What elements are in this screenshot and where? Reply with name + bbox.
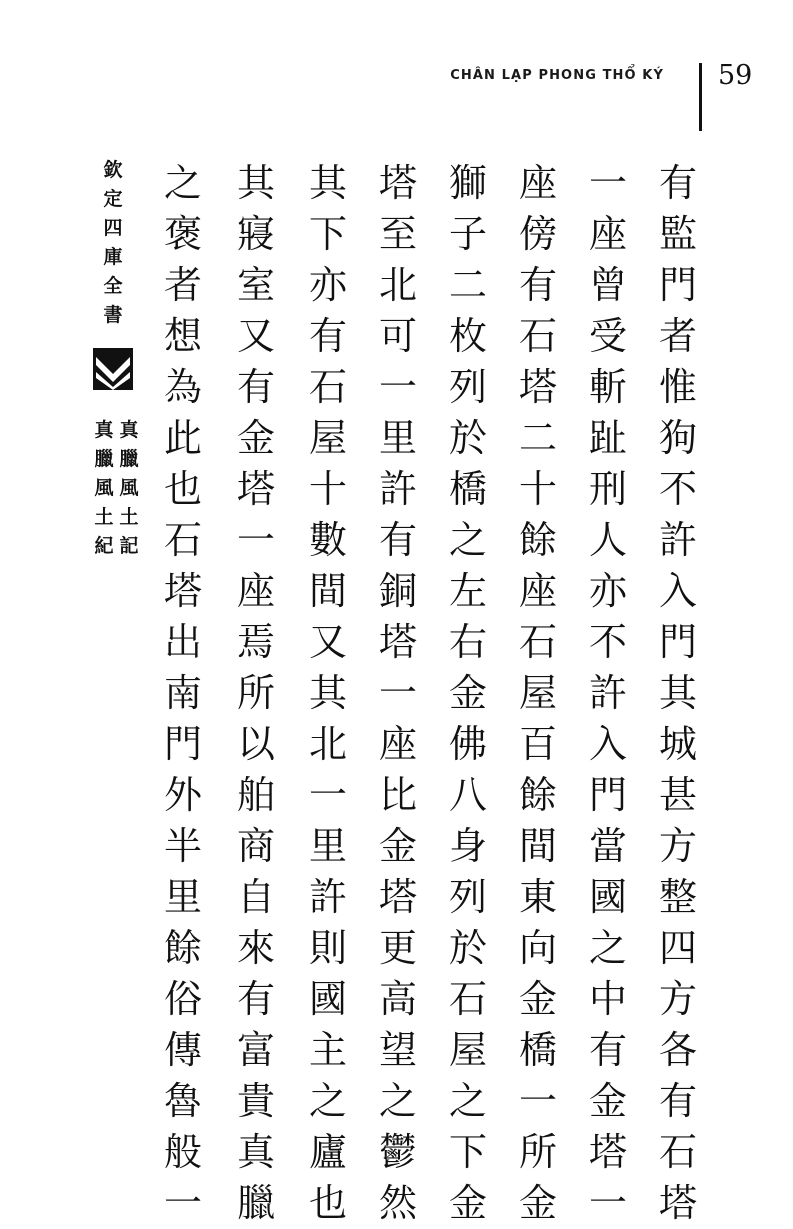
text-column: [655, 158, 701, 1229]
glyph: 狗: [658, 416, 697, 460]
glyph: 焉: [236, 620, 275, 664]
glyph: 其: [308, 161, 347, 205]
glyph: 塔: [378, 161, 417, 205]
glyph: 之: [378, 1079, 417, 1123]
glyph: 可: [378, 314, 417, 358]
glyph: 一: [236, 518, 275, 562]
glyph: 左: [448, 569, 487, 613]
glyph: 獅: [448, 161, 487, 205]
text-column: [445, 158, 491, 1229]
glyph: 亦: [588, 569, 627, 613]
glyph: 金: [378, 824, 417, 868]
glyph: 二: [448, 263, 487, 307]
glyph: 許: [378, 467, 417, 511]
glyph: 百: [518, 722, 557, 766]
glyph: 金: [518, 1181, 557, 1225]
glyph: 金: [448, 671, 487, 715]
text-column: [585, 158, 631, 1229]
glyph: 石: [518, 314, 557, 358]
glyph: 佛: [448, 722, 487, 766]
glyph: 比: [378, 773, 417, 817]
glyph: 列: [448, 365, 487, 409]
glyph: 門: [658, 263, 697, 307]
glyph: 塔: [588, 1130, 627, 1174]
glyph: 商: [236, 824, 275, 868]
glyph: 惟: [658, 365, 697, 409]
glyph: 金: [448, 1181, 487, 1225]
glyph: 子: [448, 212, 487, 256]
glyph: 至: [378, 212, 417, 256]
glyph: 主: [308, 1028, 347, 1072]
glyph: 傍: [518, 212, 557, 256]
glyph: 外: [163, 773, 202, 817]
glyph: 紀: [94, 535, 114, 557]
glyph: 間: [518, 824, 557, 868]
glyph: 二: [518, 416, 557, 460]
glyph: 屋: [448, 1028, 487, 1072]
glyph: 入: [658, 569, 697, 613]
fishtail-mark-icon: [93, 348, 133, 390]
glyph: 當: [588, 824, 627, 868]
glyph: 方: [658, 977, 697, 1021]
glyph: 數: [308, 518, 347, 562]
glyph: 東: [518, 875, 557, 919]
glyph: 者: [163, 263, 202, 307]
glyph: 餘: [163, 926, 202, 970]
glyph: 寢: [236, 212, 275, 256]
glyph: 土: [119, 506, 139, 528]
glyph: 欽: [103, 159, 123, 181]
glyph: 石: [658, 1130, 697, 1174]
glyph: 舶: [236, 773, 275, 817]
glyph: 一: [378, 365, 417, 409]
glyph: 許: [308, 875, 347, 919]
glyph: 四: [658, 926, 697, 970]
glyph: 許: [658, 518, 697, 562]
text-column: [233, 158, 279, 1229]
glyph: 更: [378, 926, 417, 970]
glyph: 塔: [163, 569, 202, 613]
glyph: 者: [658, 314, 697, 358]
glyph: 甚: [658, 773, 697, 817]
glyph: 全: [103, 275, 123, 297]
glyph: 塔: [236, 467, 275, 511]
text-column: [160, 158, 206, 1229]
glyph: 城: [658, 722, 697, 766]
glyph: 門: [658, 620, 697, 664]
glyph: 又: [236, 314, 275, 358]
glyph: 枚: [448, 314, 487, 358]
glyph: 方: [658, 824, 697, 868]
glyph: 塔: [658, 1181, 697, 1225]
glyph: 四: [103, 217, 123, 239]
glyph: 褒: [163, 212, 202, 256]
glyph: 魯: [163, 1079, 202, 1123]
glyph: 銅: [378, 569, 417, 613]
glyph: 里: [163, 875, 202, 919]
glyph: 有: [658, 161, 697, 205]
glyph: 真: [94, 419, 114, 441]
glyph: 之: [163, 161, 202, 205]
glyph: 一: [588, 161, 627, 205]
glyph: 不: [658, 467, 697, 511]
glyph: 般: [163, 1130, 202, 1174]
glyph: 金: [236, 416, 275, 460]
glyph: 臘: [236, 1181, 275, 1225]
header-divider: [699, 63, 702, 131]
glyph: 塔: [518, 365, 557, 409]
glyph: 半: [163, 824, 202, 868]
glyph: 趾: [588, 416, 627, 460]
glyph: 則: [308, 926, 347, 970]
glyph: 一: [163, 1181, 202, 1225]
glyph: 座: [378, 722, 417, 766]
glyph: 之: [448, 1079, 487, 1123]
glyph: 鬱: [378, 1130, 417, 1174]
glyph: 傳: [163, 1028, 202, 1072]
glyph: 臘: [94, 448, 114, 470]
glyph: 望: [378, 1028, 417, 1072]
glyph: 於: [448, 926, 487, 970]
glyph: 所: [518, 1130, 557, 1174]
glyph: 也: [308, 1181, 347, 1225]
glyph: 有: [378, 518, 417, 562]
glyph: 定: [103, 188, 123, 210]
running-title: CHÂN LẠP PHONG THỔ KÝ: [450, 68, 664, 83]
glyph: 石: [448, 977, 487, 1021]
glyph: 其: [658, 671, 697, 715]
glyph: 橋: [518, 1028, 557, 1072]
glyph: 之: [588, 926, 627, 970]
glyph: 里: [378, 416, 417, 460]
glyph: 風: [119, 477, 139, 499]
glyph: 南: [163, 671, 202, 715]
book-subtitle-left: [93, 416, 115, 561]
glyph: 塔: [378, 620, 417, 664]
glyph: 於: [448, 416, 487, 460]
glyph: 座: [518, 161, 557, 205]
glyph: 然: [378, 1181, 417, 1225]
glyph: 又: [308, 620, 347, 664]
glyph: 國: [308, 977, 347, 1021]
glyph: 北: [308, 722, 347, 766]
glyph: 十: [308, 467, 347, 511]
glyph: 也: [163, 467, 202, 511]
glyph: 斬: [588, 365, 627, 409]
glyph: 門: [588, 773, 627, 817]
glyph: 有: [588, 1028, 627, 1072]
glyph: 一: [588, 1181, 627, 1225]
glyph: 此: [163, 416, 202, 460]
glyph: 曾: [588, 263, 627, 307]
glyph: 北: [378, 263, 417, 307]
book-subtitle-right: [118, 416, 140, 561]
glyph: 富: [236, 1028, 275, 1072]
glyph: 不: [588, 620, 627, 664]
glyph: 八: [448, 773, 487, 817]
glyph: 庫: [103, 246, 123, 268]
glyph: 金: [518, 977, 557, 1021]
glyph: 間: [308, 569, 347, 613]
glyph: 各: [658, 1028, 697, 1072]
glyph: 中: [588, 977, 627, 1021]
glyph: 列: [448, 875, 487, 919]
glyph: 一: [378, 671, 417, 715]
glyph: 書: [103, 304, 123, 326]
glyph: 其: [236, 161, 275, 205]
glyph: 有: [518, 263, 557, 307]
glyph: 自: [236, 875, 275, 919]
glyph: 石: [518, 620, 557, 664]
text-column: [515, 158, 561, 1229]
glyph: 餘: [518, 773, 557, 817]
glyph: 出: [163, 620, 202, 664]
glyph: 座: [588, 212, 627, 256]
glyph: 為: [163, 365, 202, 409]
glyph: 有: [236, 977, 275, 1021]
glyph: 塔: [378, 875, 417, 919]
glyph: 一: [518, 1079, 557, 1123]
glyph: 石: [163, 518, 202, 562]
glyph: 整: [658, 875, 697, 919]
glyph: 一: [308, 773, 347, 817]
glyph: 座: [236, 569, 275, 613]
glyph: 監: [658, 212, 697, 256]
glyph: 下: [308, 212, 347, 256]
glyph: 石: [308, 365, 347, 409]
glyph: 想: [163, 314, 202, 358]
glyph: 來: [236, 926, 275, 970]
glyph: 臘: [119, 448, 139, 470]
glyph: 室: [236, 263, 275, 307]
text-column: [305, 158, 351, 1229]
glyph: 受: [588, 314, 627, 358]
glyph: 屋: [518, 671, 557, 715]
glyph: 門: [163, 722, 202, 766]
glyph: 有: [658, 1079, 697, 1123]
glyph: 俗: [163, 977, 202, 1021]
glyph: 餘: [518, 518, 557, 562]
glyph: 其: [308, 671, 347, 715]
glyph: 真: [119, 419, 139, 441]
glyph: 下: [448, 1130, 487, 1174]
glyph: 座: [518, 569, 557, 613]
glyph: 風: [94, 477, 114, 499]
glyph: 屋: [308, 416, 347, 460]
glyph: 高: [378, 977, 417, 1021]
glyph: 右: [448, 620, 487, 664]
glyph: 所: [236, 671, 275, 715]
glyph: 里: [308, 824, 347, 868]
text-column: [375, 158, 421, 1229]
glyph: 廬: [308, 1130, 347, 1174]
glyph: 土: [94, 506, 114, 528]
glyph: 許: [588, 671, 627, 715]
glyph: 之: [308, 1079, 347, 1123]
glyph: 入: [588, 722, 627, 766]
glyph: 亦: [308, 263, 347, 307]
glyph: 以: [236, 722, 275, 766]
glyph: 有: [308, 314, 347, 358]
glyph: 金: [588, 1079, 627, 1123]
glyph: 身: [448, 824, 487, 868]
glyph: 之: [448, 518, 487, 562]
glyph: 有: [236, 365, 275, 409]
glyph: 記: [119, 535, 139, 557]
glyph: 刑: [588, 467, 627, 511]
collection-title: [102, 156, 124, 330]
glyph: 人: [588, 518, 627, 562]
glyph: 橋: [448, 467, 487, 511]
glyph: 真: [236, 1130, 275, 1174]
page-number: 59: [718, 60, 753, 91]
glyph: 向: [518, 926, 557, 970]
glyph: 貴: [236, 1079, 275, 1123]
glyph: 國: [588, 875, 627, 919]
glyph: 十: [518, 467, 557, 511]
